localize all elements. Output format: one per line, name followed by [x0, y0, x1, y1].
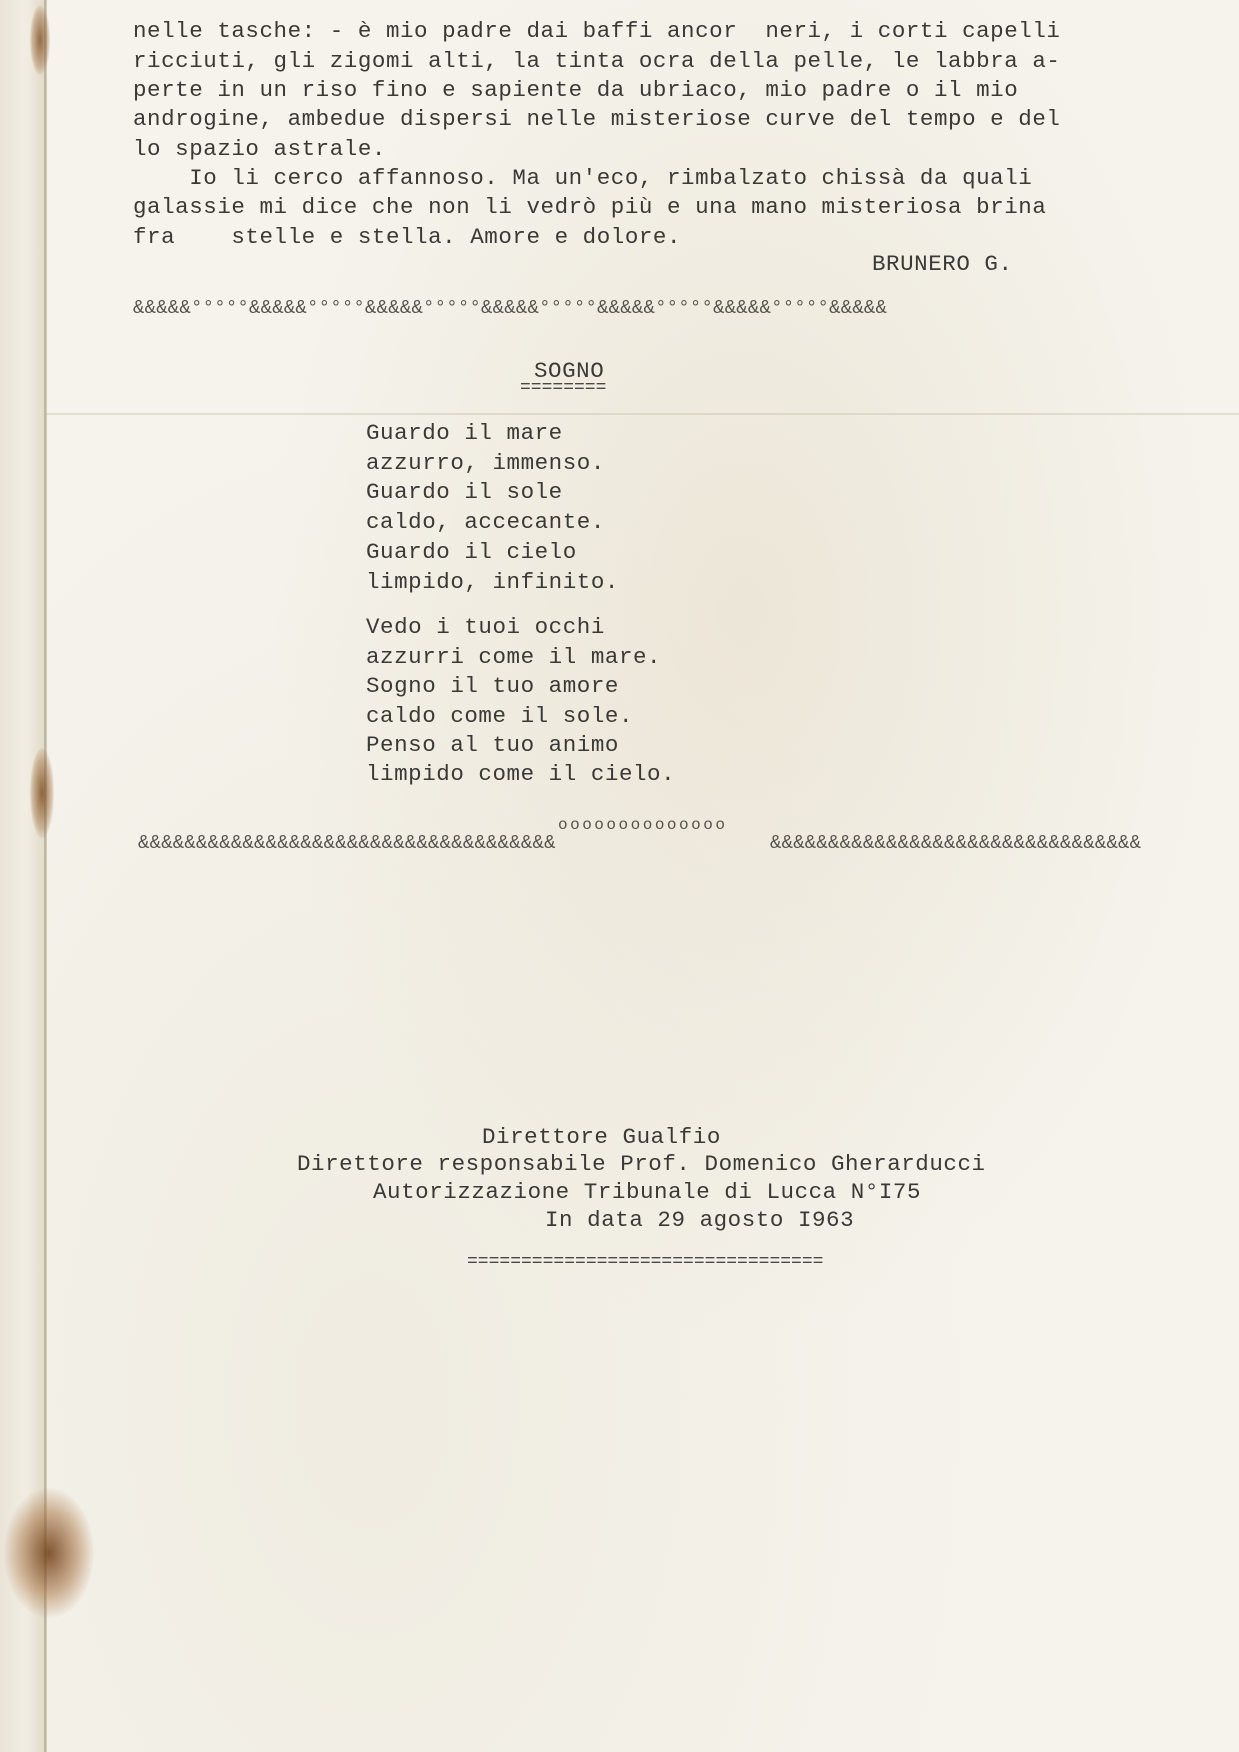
- colophon-authorization: Autorizzazione Tribunale di Lucca N°I75: [373, 1179, 922, 1205]
- prose-line: lo spazio astrale.: [133, 136, 386, 162]
- poem-line: Penso al tuo animo: [366, 732, 619, 758]
- section-divider-left: &&&&&&&&&&&&&&&&&&&&&&&&&&&&&&&&&&&&: [138, 832, 556, 854]
- poem-line: Guardo il cielo: [366, 539, 577, 565]
- poem-line: limpido come il cielo.: [366, 761, 676, 787]
- colophon-director: Direttore Gualfio: [482, 1124, 721, 1150]
- paper-crease: [44, 413, 1239, 415]
- poem-line: caldo come il sole.: [366, 703, 633, 729]
- prose-line: ricciuti, gli zigomi alti, la tinta ocra della pelle, le labbra a-: [133, 48, 1061, 74]
- prose-line: androgine, ambedue dispersi nelle misteriose curve del tempo e del: [133, 106, 1061, 132]
- author-signature: BRUNERO G.: [872, 251, 1013, 277]
- poem-line: limpido, infinito.: [366, 569, 619, 595]
- section-divider: &&&&&°°°°°&&&&&°°°°°&&&&&°°°°°&&&&&°°°°°&&&&&°°°°°&&&&&°°°°°&&&&&: [133, 297, 888, 319]
- poem-title: SOGNO: [534, 358, 605, 384]
- poem-line: Guardo il mare: [366, 420, 563, 446]
- poem-line: azzurro, immenso.: [366, 450, 605, 476]
- prose-line: fra stelle e stella. Amore e dolore.: [133, 224, 682, 250]
- poem-line: Guardo il sole: [366, 479, 563, 505]
- closing-rule: =================================: [467, 1252, 824, 1272]
- poem-line: azzurri come il mare.: [366, 644, 662, 670]
- rust-stain: [30, 748, 54, 838]
- colophon-date: In data 29 agosto I963: [545, 1207, 855, 1233]
- poem-line: caldo, accecante.: [366, 509, 605, 535]
- poem-line: Sogno il tuo amore: [366, 673, 619, 699]
- prose-line: galassie mi dice che non li vedrò più e una mano misteriosa brina: [133, 194, 1047, 220]
- poem-title-underline: ========: [520, 378, 607, 398]
- poem-line: Vedo i tuoi occhi: [366, 614, 605, 640]
- section-divider-center: oooooooooooooo: [558, 816, 728, 834]
- prose-line: Io li cerco affannoso. Ma un'eco, rimbalzato chissà da quali: [133, 165, 1033, 191]
- section-divider-right: &&&&&&&&&&&&&&&&&&&&&&&&&&&&&&&&: [770, 832, 1142, 854]
- prose-line: perte in un riso fino e sapiente da ubriaco, mio padre o il mio: [133, 77, 1019, 103]
- rust-stain: [4, 1488, 94, 1618]
- colophon-responsible-director: Direttore responsabile Prof. Domenico Gherarducci: [297, 1151, 986, 1177]
- prose-line: nelle tasche: - è mio padre dai baffi ancor neri, i corti capelli: [133, 18, 1061, 44]
- rust-stain: [30, 5, 50, 75]
